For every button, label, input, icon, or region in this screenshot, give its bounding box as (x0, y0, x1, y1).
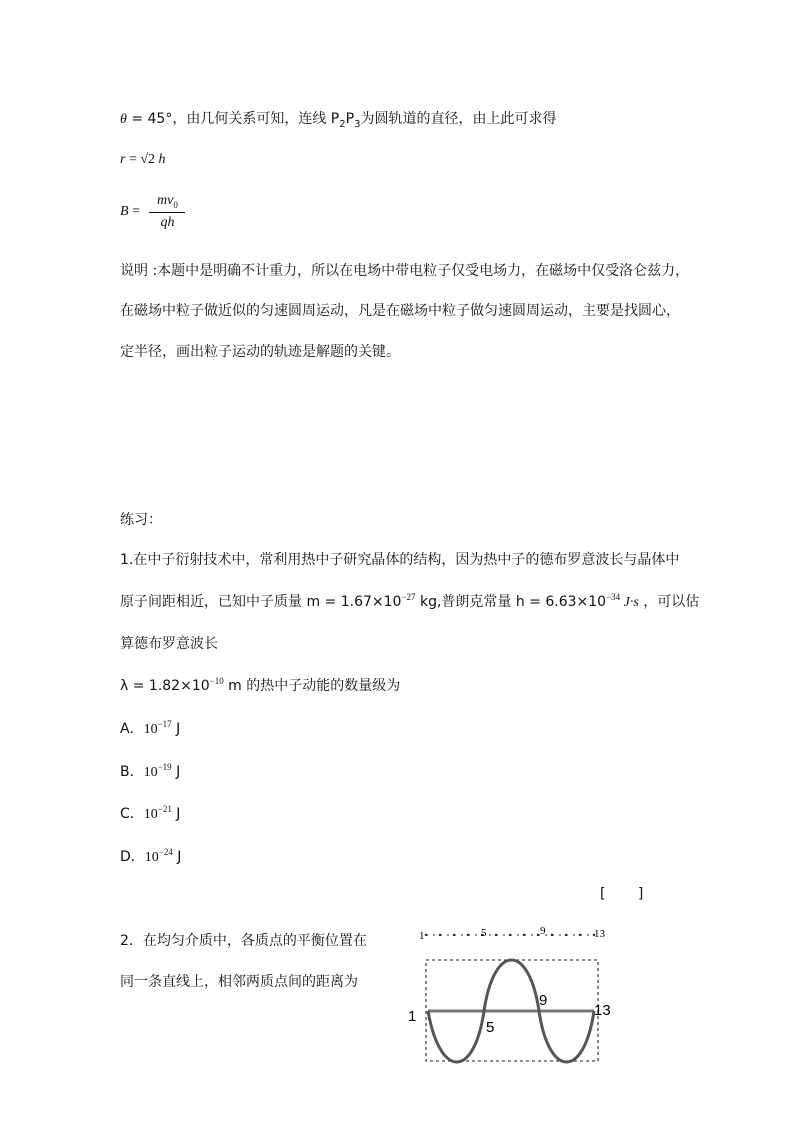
top-label-1: 1 (419, 930, 425, 942)
option-c (120, 803, 180, 823)
option-b-label: B． (120, 764, 144, 780)
geometry-text: ，由几何关系可知，连线 P (172, 111, 340, 127)
theta-value: = 45° (126, 111, 173, 127)
geometry-text-end: 为圆轨道的直径，由上此可求得 (360, 111, 557, 127)
option-d-exp: −24 (158, 847, 173, 857)
wave-label-1: 1 (408, 1008, 417, 1025)
option-b-exp: −19 (157, 762, 172, 772)
option-b-base: 10 (143, 765, 158, 780)
option-b (120, 761, 180, 781)
b-num-sub: 0 (173, 199, 178, 210)
particle-dots (425, 934, 595, 936)
top-label-13: 13 (594, 928, 605, 940)
wave-label-5: 5 (486, 1019, 495, 1036)
fraction-bar (149, 212, 185, 213)
q1-lambda-exp: −10 (209, 676, 224, 686)
q1-planck-unit: J·s (620, 595, 639, 610)
q1-line-4 (120, 675, 400, 695)
b-num: mv (157, 193, 174, 208)
theta-symbol: θ (120, 112, 127, 127)
option-a-label: A． (120, 721, 144, 737)
q1-lambda-end: m 的热中子动能的数量级为 (223, 678, 401, 694)
fraction (149, 193, 185, 231)
option-a-base: 10 (143, 722, 158, 737)
q1-line-3: 算德布罗意波长 (120, 636, 218, 652)
option-d-label: D． (120, 849, 145, 865)
option-c-label: C． (120, 806, 144, 822)
q1-mass-exp: −27 (401, 592, 416, 602)
r-h: h (158, 152, 166, 167)
q1-planck-text: kg,普朗克常量 h = 6.63×10 (415, 594, 607, 610)
p-letter: P (345, 111, 355, 127)
q1-line2-end: ，可以估 (638, 594, 700, 610)
q2-line-2: 同一条直线上，相邻两质点间的距离为 (120, 974, 358, 990)
b-eq: = (128, 203, 144, 219)
fraction-denominator: qh (160, 214, 175, 230)
field-formula (120, 193, 185, 231)
fraction-numerator (154, 193, 181, 210)
wave-label-9: 9 (539, 992, 548, 1009)
wave-figure (404, 918, 644, 1090)
option-c-unit: J (171, 806, 181, 822)
option-a-unit: J (171, 721, 181, 737)
q1-mass-text: 原子间距相近，已知中子质量 m = 1.67×10 (120, 594, 402, 610)
option-d-unit: J (172, 849, 182, 865)
option-d-base: 10 (144, 850, 159, 865)
option-b-unit: J (171, 764, 181, 780)
note-line-3: 定半径，画出粒子运动的轨迹是解题的关键。 (120, 344, 400, 360)
q1-line-2 (120, 591, 699, 611)
q2-line-1: 2．在均匀介质中，各质点的平衡位置在 (120, 933, 367, 949)
option-d (120, 846, 181, 866)
theta-line (120, 108, 556, 130)
r-eq: = √2 (125, 152, 159, 167)
radius-formula (120, 151, 166, 168)
b-lhs: B (120, 203, 129, 219)
p3-sub: 3 (354, 118, 361, 130)
note-line-1: 说明 :本题中是明确不计重力，所以在电场中带电粒子仅受电场力，在磁场中仅受洛仑兹力， (120, 263, 690, 279)
practice-heading: 练习： (120, 512, 162, 528)
note-line-2: 在磁场中粒子做近似的匀速圆周运动，凡是在磁场中粒子做匀速圆周运动，主要是找圆心， (120, 303, 680, 319)
option-a-exp: −17 (157, 719, 172, 729)
q1-planck-exp: −34 (606, 592, 621, 602)
r-lhs: r (120, 152, 126, 167)
wave-label-13: 13 (594, 1002, 611, 1019)
option-c-base: 10 (143, 807, 158, 822)
top-label-9: 9 (540, 925, 546, 937)
option-a (120, 718, 180, 738)
top-label-5: 5 (481, 927, 487, 939)
q1-lambda-text: λ = 1.82×10 (120, 678, 210, 694)
p2-sub: 2 (339, 118, 346, 130)
option-c-exp: −21 (157, 804, 172, 814)
q1-line-1: 1.在中子衍射技术中，常利用热中子研究晶体的结构，因为热中子的德布罗意波长与晶体中 (120, 552, 680, 568)
answer-bracket: [ ] (600, 886, 658, 902)
